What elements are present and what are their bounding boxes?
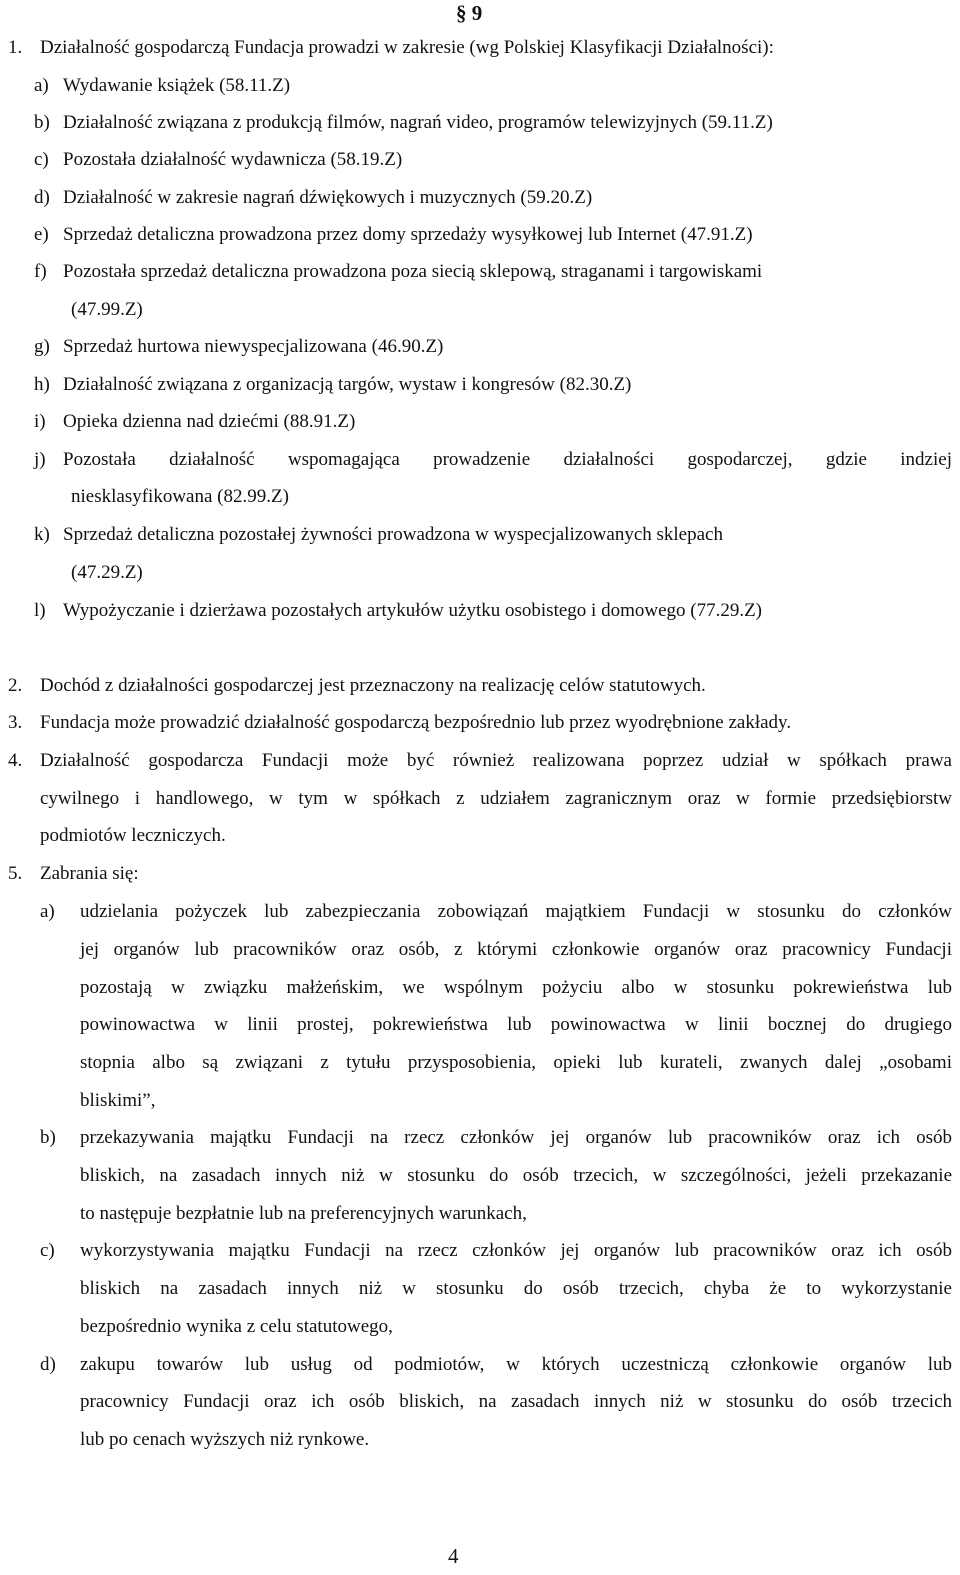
subitem-text-continuation: niesklasyfikowana (82.99.Z): [71, 486, 289, 507]
subitem-label: l): [34, 600, 46, 621]
subitem-label: a): [34, 75, 49, 96]
item-number: 2.: [8, 675, 23, 696]
item-number: 3.: [8, 712, 23, 733]
subitem-text-line: udzielania pożyczek lub zabezpieczania zobowiązań majątkiem Fundacji w stosunku do członków: [80, 901, 952, 922]
subitem-text: Działalność w zakresie nagrań dźwiękowych i muzycznych (59.20.Z): [63, 187, 593, 208]
item-text-line: Działalność gospodarcza Fundacji może być również realizowana poprzez udział w spółkach prawa: [40, 750, 952, 771]
subitem-label: h): [34, 374, 50, 395]
page-number: 4: [448, 1544, 459, 1568]
subitem-text-line: powinowactwa w linii prostej, pokrewieństwa lub powinowactwa w linii bocznej do drugiego: [80, 1014, 952, 1035]
subitem-text: Działalność związana z produkcją filmów, nagrań video, programów telewizyjnych (59.11.Z): [63, 112, 773, 133]
subitem-text-line: stopnia albo są związani z tytułu przysposobienia, opieki lub kurateli, zwanych dalej „osobami: [80, 1052, 952, 1073]
subitem-text-line: pracownicy Fundacji oraz ich osób bliskich, na zasadach innych niż w stosunku do osób trzecich: [80, 1391, 952, 1412]
subitem-label: j): [34, 449, 46, 470]
item-number: 4.: [8, 750, 23, 771]
item-text: Zabrania się:: [40, 863, 139, 884]
subitem-label: a): [40, 901, 55, 922]
subitem-label: b): [40, 1127, 56, 1148]
subitem-label: e): [34, 224, 49, 245]
item-number: 5.: [8, 863, 23, 884]
subitem-text: Pozostała sprzedaż detaliczna prowadzona poza siecią sklepową, straganami i targowiskami: [63, 261, 763, 282]
subitem-text: Pozostała działalność wydawnicza (58.19.Z): [63, 149, 403, 170]
subitem-text: Pozostała działalność wspomagająca prowadzenie działalności gospodarczej, gdzie indziej: [63, 449, 952, 470]
subitem-text-line: pozostają w związku małżeńskim, we wspólnym pożyciu albo w stosunku pokrewieństwa lub: [80, 977, 952, 998]
subitem-text-continuation: (47.99.Z): [71, 299, 143, 320]
subitem-label: f): [34, 261, 47, 282]
subitem-text: Sprzedaż detaliczna prowadzona przez domy sprzedaży wysyłkowej lub Internet (47.91.Z): [63, 224, 753, 245]
subitem-label: c): [40, 1240, 55, 1261]
subitem-text: Wypożyczanie i dzierżawa pozostałych artykułów użytku osobistego i domowego (77.29.Z): [63, 600, 763, 621]
item-text-line: podmiotów leczniczych.: [40, 825, 226, 846]
subitem-text-line: to następuje bezpłatnie lub na preferencyjnych warunkach,: [80, 1203, 527, 1224]
subitem-text-line: lub po cenach wyższych niż rynkowe.: [80, 1429, 370, 1450]
subitem-label: k): [34, 524, 50, 545]
subitem-label: c): [34, 149, 49, 170]
subitem-text: Wydawanie książek (58.11.Z): [63, 75, 291, 96]
item-text: Fundacja może prowadzić działalność gospodarczą bezpośrednio lub przez wyodrębnione zakłady.: [40, 712, 792, 733]
subitem-text-line: wykorzystywania majątku Fundacji na rzecz członków jej organów lub pracowników oraz ich osób: [80, 1240, 952, 1261]
subitem-text-line: bliskich na zasadach innych niż w stosunku do osób trzecich, chyba że to wykorzystanie: [80, 1278, 952, 1299]
subitem-label: g): [34, 336, 50, 357]
section-heading: § 9: [456, 1, 483, 25]
subitem-text-line: jej organów lub pracowników oraz osób, z którymi członkowie organów oraz pracownicy Fundacji: [80, 939, 952, 960]
subitem-text: Działalność związana z organizacją targów, wystaw i kongresów (82.30.Z): [63, 374, 632, 395]
subitem-label: d): [34, 187, 50, 208]
subitem-text-line: bliskimi”,: [80, 1090, 156, 1111]
subitem-label: i): [34, 411, 46, 432]
subitem-label: b): [34, 112, 50, 133]
item-text: Dochód z działalności gospodarczej jest przeznaczony na realizację celów statutowych.: [40, 675, 706, 696]
subitem-text: Opieka dzienna nad dziećmi (88.91.Z): [63, 411, 356, 432]
subitem-text-line: zakupu towarów lub usług od podmiotów, w których uczestniczą członkowie organów lub: [80, 1354, 952, 1375]
subitem-text-line: przekazywania majątku Fundacji na rzecz członków jej organów lub pracowników oraz ich osób: [80, 1127, 952, 1148]
subitem-text-line: bezpośrednio wynika z celu statutowego,: [80, 1316, 393, 1337]
subitem-text-line: bliskich, na zasadach innych niż w stosunku do osób trzecich, w szczególności, jeżeli przekazanie: [80, 1165, 952, 1186]
subitem-text: Sprzedaż hurtowa niewyspecjalizowana (46.90.Z): [63, 336, 444, 357]
subitem-text-continuation: (47.29.Z): [71, 562, 143, 583]
item-text-line: cywilnego i handlowego, w tym w spółkach z udziałem zagranicznym oraz w formie przedsiębiorstw: [40, 788, 952, 809]
item-number: 1.: [8, 37, 23, 58]
item-text: Działalność gospodarczą Fundacja prowadzi w zakresie (wg Polskiej Klasyfikacji Działalności):: [40, 37, 774, 58]
subitem-label: d): [40, 1354, 56, 1375]
subitem-text: Sprzedaż detaliczna pozostałej żywności prowadzona w wyspecjalizowanych sklepach: [63, 524, 723, 545]
